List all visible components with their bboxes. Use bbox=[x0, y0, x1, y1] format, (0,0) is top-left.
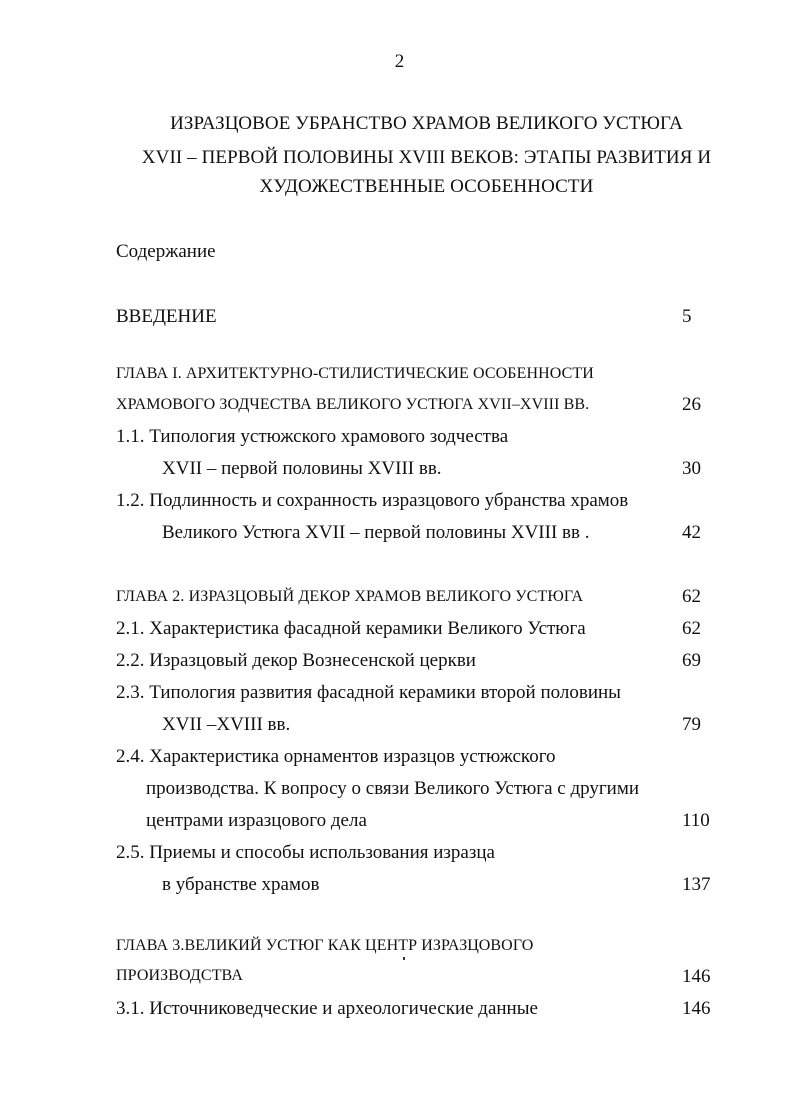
toc-section-2-5-line-1: 2.5. Приемы и способы использования изразца bbox=[116, 842, 495, 863]
toc-chapter-3-page: 146 bbox=[682, 966, 711, 987]
title-line-1: ИЗРАЗЦОВОЕ УБРАНСТВО ХРАМОВ ВЕЛИКОГО УСТЮГА bbox=[170, 113, 683, 134]
title-line-3: ХУДОЖЕСТВЕННЫЕ ОСОБЕННОСТИ bbox=[259, 176, 594, 197]
toc-section-2-1-page: 62 bbox=[682, 618, 701, 639]
toc-chapter-1-page: 26 bbox=[682, 394, 701, 415]
toc-section-2-3-page: 79 bbox=[682, 714, 701, 735]
toc-section-1-1-line-2: XVII – первой половины XVIII вв. bbox=[162, 458, 442, 479]
toc-section-3-1-page: 146 bbox=[682, 998, 711, 1019]
toc-section-3-1: 3.1. Источниковедческие и археологические данные bbox=[116, 998, 538, 1019]
scan-speck bbox=[403, 957, 405, 960]
toc-section-2-3-line-2: XVII –XVIII вв. bbox=[162, 714, 291, 735]
toc-section-2-4-line-1: 2.4. Характеристика орнаментов изразцов устюжского bbox=[116, 746, 556, 767]
page-number: 2 bbox=[394, 51, 405, 72]
toc-section-2-4-line-2: производства. К вопросу о связи Великого Устюга с другими bbox=[146, 778, 640, 799]
toc-section-2-1: 2.1. Характеристика фасадной керамики Великого Устюга bbox=[116, 618, 586, 639]
toc-section-2-4-line-3: центрами изразцового дела bbox=[146, 810, 367, 831]
toc-section-2-3-line-1: 2.3. Типология развития фасадной керамики второй половины bbox=[116, 682, 621, 703]
toc-chapter-2: ГЛАВА 2. ИЗРАЗЦОВЫЙ ДЕКОР ХРАМОВ ВЕЛИКОГО УСТЮГА bbox=[116, 588, 584, 605]
contents-heading: Содержание bbox=[116, 241, 216, 262]
toc-section-2-2-page: 69 bbox=[682, 650, 701, 671]
toc-chapter-3-line-2: ПРОИЗВОДСТВА bbox=[116, 967, 243, 984]
toc-section-1-1-line-1: 1.1. Типология устюжского храмового зодчества bbox=[116, 426, 509, 447]
title-line-2: XVII – ПЕРВОЙ ПОЛОВИНЫ XVIII ВЕКОВ: ЭТАПЫ РАЗВИТИЯ И bbox=[141, 147, 712, 168]
toc-section-2-5-line-2: в убранстве храмов bbox=[162, 874, 320, 895]
toc-section-1-2-line-1: 1.2. Подлинность и сохранность изразцового убранства храмов bbox=[116, 490, 629, 511]
toc-chapter-3-line-1: ГЛАВА 3.ВЕЛИКИЙ УСТЮГ КАК ЦЕНТР ИЗРАЗЦОВОГО bbox=[116, 937, 534, 954]
toc-section-2-5-page: 137 bbox=[682, 874, 711, 895]
toc-section-1-2-line-2: Великого Устюга XVII – первой половины XVIII вв . bbox=[162, 522, 590, 543]
toc-chapter-1-line-1: ГЛАВА I. АРХИТЕКТУРНО-СТИЛИСТИЧЕСКИЕ ОСОБЕННОСТИ bbox=[116, 365, 594, 382]
toc-intro-page: 5 bbox=[682, 306, 692, 327]
toc-section-1-2-page: 42 bbox=[682, 522, 701, 543]
toc-section-1-1-page: 30 bbox=[682, 458, 701, 479]
toc-chapter-1-line-2: ХРАМОВОГО ЗОДЧЕСТВА ВЕЛИКОГО УСТЮГА XVII–XVIII ВВ. bbox=[116, 396, 590, 413]
toc-section-2-2: 2.2. Изразцовый декор Вознесенской церкви bbox=[116, 650, 476, 671]
toc-section-2-4-page: 110 bbox=[682, 810, 710, 831]
toc-intro: ВВЕДЕНИЕ bbox=[116, 306, 217, 327]
toc-chapter-2-page: 62 bbox=[682, 586, 701, 607]
